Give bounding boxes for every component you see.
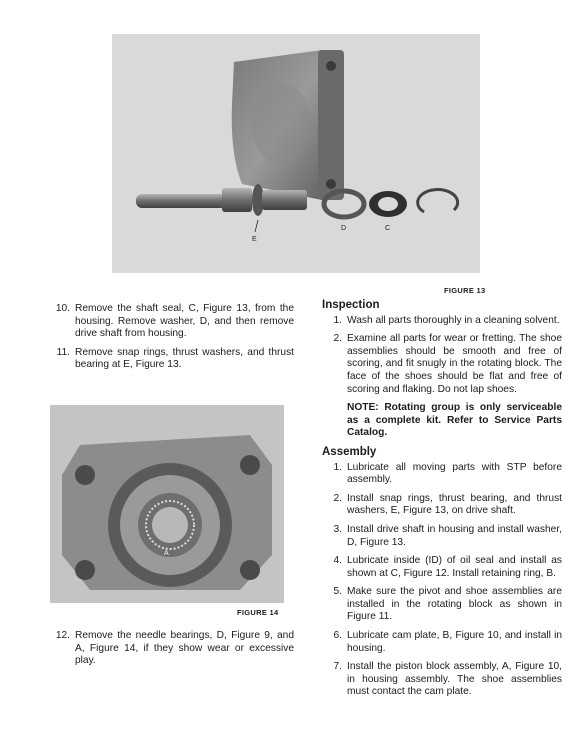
figure-14-photo <box>50 405 284 603</box>
step-number: 1. <box>333 314 342 326</box>
assembly-step-1 <box>322 462 562 487</box>
step-text: Install drive shaft in housing and install washer, D, Figure 13. <box>347 523 562 548</box>
figure-14-illustration <box>50 405 284 603</box>
step-number: 7. <box>333 661 342 673</box>
step-text: Install the piston block assembly, A, Figure 10, in housing assembly. The shoe assemblies must contact the cam plate. <box>347 661 562 698</box>
step-text: Lubricate cam plate, B, Figure 10, and install in housing. <box>347 630 562 654</box>
assembly-step-6 <box>322 630 562 655</box>
left-column <box>50 303 294 378</box>
step-text: Lubricate all moving parts with STP before assembly. <box>347 461 562 486</box>
step-number: 10. <box>55 303 70 314</box>
assembly-heading: Assembly <box>322 445 377 458</box>
step-number: 2. <box>333 333 342 345</box>
step-number: 4. <box>333 555 342 567</box>
right-column <box>322 299 562 705</box>
seal-c <box>369 191 407 217</box>
left-column-lower <box>50 630 294 674</box>
step-number: 1. <box>333 461 342 473</box>
step-number: 12. <box>55 630 70 641</box>
step-text: Wash all parts thoroughly in a cleaning solvent. <box>347 314 560 326</box>
step-number: 5. <box>333 586 342 598</box>
figure-14-caption: FIGURE 14 <box>237 608 279 617</box>
step-text: Lubricate inside (ID) of oil seal and install as shown at C, Figure 12. Install retaining ring, B. <box>347 555 562 579</box>
figure-13-photo <box>112 34 480 273</box>
step-text: Make sure the pivot and shoe assemblies are installed in the rotating block as shown in Figure 11. <box>347 586 562 623</box>
figure-13-caption: FIGURE 13 <box>444 286 486 295</box>
step-11 <box>50 347 294 372</box>
inspection-step-1 <box>322 315 562 328</box>
assembly-step-3 <box>322 524 562 549</box>
assembly-step-4 <box>322 555 562 580</box>
label-d: D <box>341 225 347 232</box>
step-number: 3. <box>333 523 342 535</box>
label-c: C <box>385 225 391 232</box>
figure-13-illustration <box>112 34 480 273</box>
step-number: 2. <box>333 492 342 504</box>
step-text: Remove snap rings, thrust washers, and thrust bearing at E, Figure 13. <box>75 346 294 371</box>
step-number: 11. <box>56 346 70 358</box>
label-e: E <box>252 236 257 243</box>
step-text: Install snap rings, thrust bearing, and thrust washers, E, Figure 13, on drive shaft. <box>347 492 562 517</box>
assembly-step-2 <box>322 493 562 518</box>
pump-housing <box>232 50 344 200</box>
inspection-note: NOTE: Rotating group is only serviceable as a complete kit. Refer to Service Parts Catalog. <box>347 402 562 439</box>
label-a: A <box>164 550 169 557</box>
step-text: Remove the shaft seal, C, Figure 13, from the housing. Remove washer, D, and then remove drive shaft from housing. <box>75 303 294 340</box>
step-text: Remove the needle bearings, D, Figure 9, and A, Figure 14, if they show wear or excessive play. <box>75 630 294 667</box>
assembly-step-7 <box>322 661 562 699</box>
assembly-step-5 <box>322 586 562 624</box>
bore <box>108 463 232 587</box>
inspection-step-2 <box>322 333 562 396</box>
step-10 <box>50 303 294 341</box>
step-number: 6. <box>333 630 342 642</box>
inspection-heading: Inspection <box>322 299 380 311</box>
step-text: Examine all parts for wear or fretting. The shoe assemblies should be smooth and free of scoring, and fit snugly in the rotating block. The face of the shoes should be flat and free of scoring and flaking. Do not lap shoes. <box>347 333 562 395</box>
step-12 <box>50 630 294 668</box>
